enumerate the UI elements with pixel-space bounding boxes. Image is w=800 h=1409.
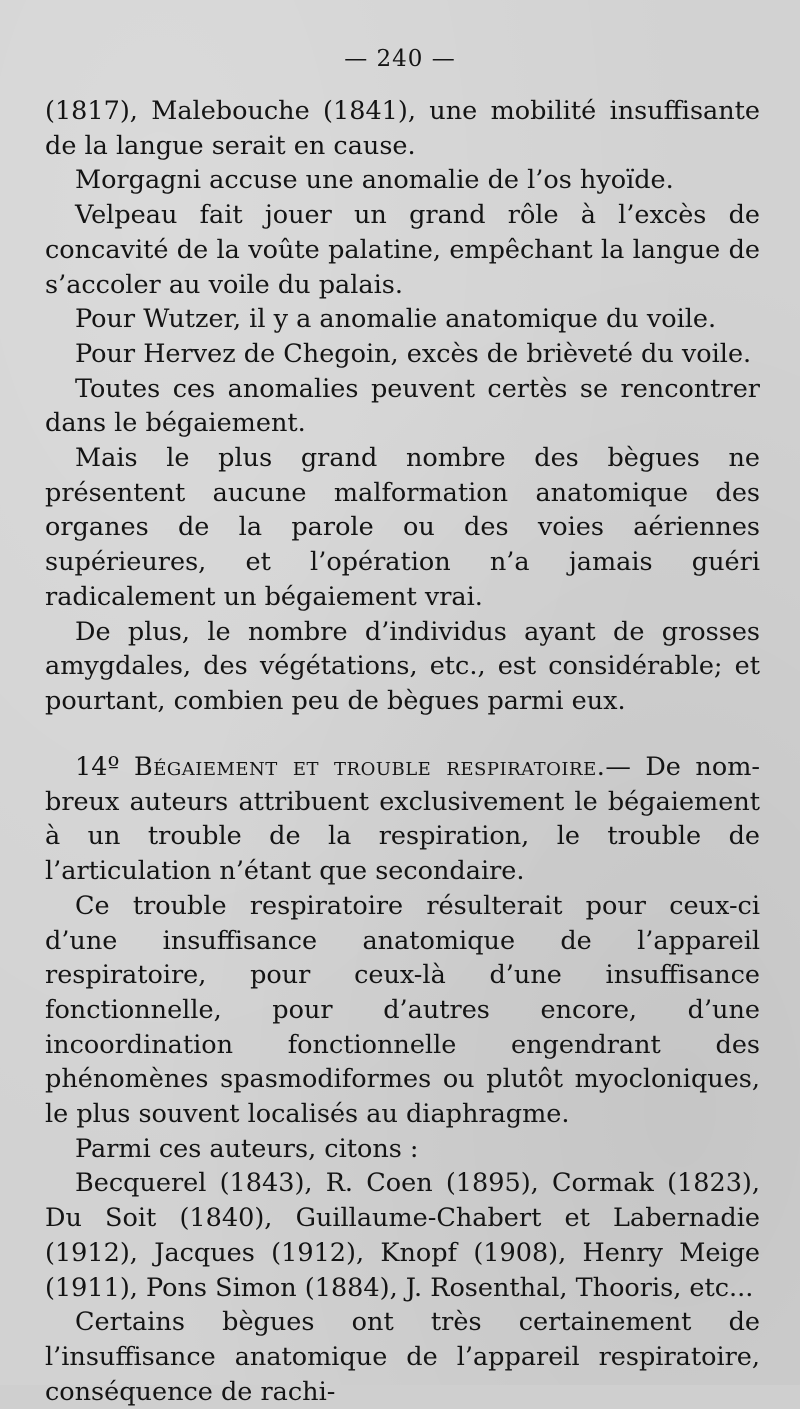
paragraph: Certains bègues ont très certainement de l’insuffisance anatomique de l’appareil respiratoire, conséquence de rachi-: [45, 1307, 760, 1407]
paragraph: Pour Hervez de Chegoin, excès de brièveté du voile.: [75, 338, 752, 369]
paragraph: Mais le plus grand nombre des bègues ne présentent aucune malformation anatomique des organes de la parole ou des voies aériennes supérieures, et l’opération n’a jamais guéri radicalement un bégaiement vrai.: [45, 443, 760, 612]
paragraph: Morgagni accuse une anomalie de l’os hyoïde.: [75, 165, 674, 196]
section-number: 14º: [75, 752, 120, 782]
section-heading-paragraph: [45, 750, 760, 889]
paragraph: De plus, le nombre d’individus ayant de grosses amygdales, des végétations, etc., est considérable; et pourtant, combien peu de bègues parmi eux.: [45, 616, 760, 716]
page-number: — 240 —: [344, 46, 456, 72]
paragraph: Parmi ces auteurs, citons :: [75, 1133, 419, 1164]
paragraph: Pour Wutzer, il y a anomalie anatomique du voile.: [75, 304, 717, 335]
paragraph: Becquerel (1843), R. Coen (1895), Cormak (1823), Du Soit (1840), Guillaume-Chabert et Labernadie (1912), Jacques (1912), Knopf (1908), Henry Meige (1911), Pons Simon (1884), J. Rosenthal, Thooris, etc...: [45, 1168, 760, 1303]
section-respiratory-trouble: [45, 750, 760, 1409]
paragraph: Velpeau fait jouer un grand rôle à l’excès de concavité de la voûte palatine, empêchant la langue de s’accoler au voile du palais.: [45, 200, 760, 300]
section-anatomical-anomalies: [45, 94, 760, 719]
paragraph: Ce trouble respiratoire résulterait pour ceux-ci d’une insuffisance anatomique de l’appareil respiratoire, pour ceux-là d’une insuffisance fonctionnelle, pour d’autres encore, d’une incoordination fonctionnelle engendrant des phénomènes spasmodiformes ou plutôt myocloniques, le plus souvent localisés au diaphragme.: [45, 890, 760, 1130]
paragraph-text: De nombreux auteurs attribuent exclusivement le bégaiement à un trouble de la respiration, le trouble de l’articulation n’étant que secondaire.: [45, 752, 760, 887]
paragraph: Toutes ces anomalies peuvent certès se rencontrer dans le bégaiement.: [45, 373, 760, 439]
paragraph: (1817), Malebouche (1841), une mobilité insuffisante de la langue serait en cause.: [45, 96, 760, 161]
section-heading: Bégaiement et trouble respiratoire.: [133, 752, 606, 782]
heading-dash: —: [605, 752, 631, 782]
